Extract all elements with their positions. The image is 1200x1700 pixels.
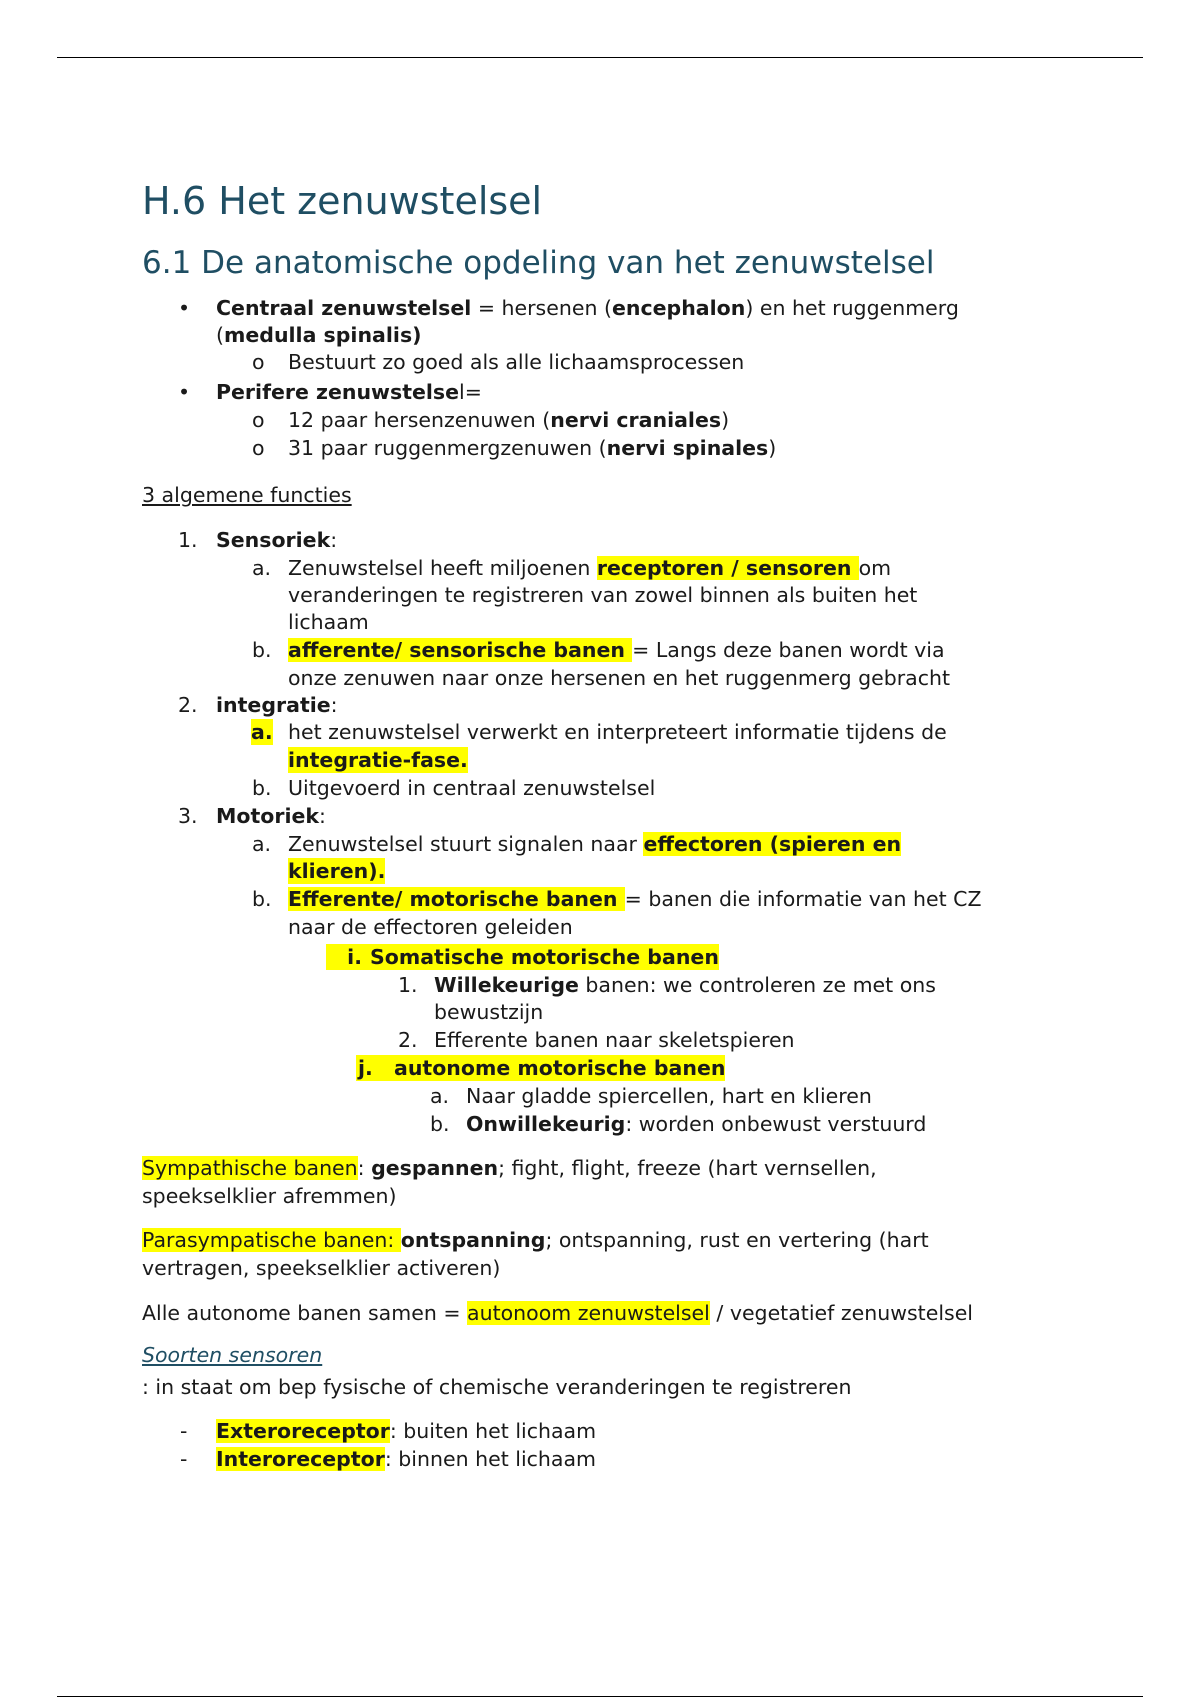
highlight: Interoreceptor <box>216 1447 385 1471</box>
bullet-pzs <box>216 379 482 405</box>
list-letter: b. <box>430 1112 450 1136</box>
parasympathische-paragraph <box>142 1227 929 1253</box>
text: : buiten het lichaam <box>389 1419 597 1443</box>
dash-marker: - <box>180 1419 188 1443</box>
somatische-2: Efferente banen naar skeletspieren <box>434 1028 795 1052</box>
list-letter: b. <box>252 887 272 911</box>
term-czs: Centraal zenuwstelsel <box>216 296 472 320</box>
text: Zenuwstelsel stuurt signalen naar <box>288 832 644 856</box>
text: ; ontspanning, rust en vertering (hart <box>545 1228 929 1252</box>
text: l= <box>459 380 482 404</box>
footer-rule <box>57 1696 1143 1697</box>
text: : <box>357 1156 372 1180</box>
text: = banen die informatie van het CZ <box>624 887 982 911</box>
text: = Langs deze banen wordt via <box>632 638 945 662</box>
list-number: 2. <box>178 693 198 717</box>
sensoriek-b <box>288 637 945 663</box>
term: Willekeurige <box>434 973 579 997</box>
integratie-b: Uitgevoerd in centraal zenuwstelsel <box>288 776 656 800</box>
bullet-czs <box>216 295 959 321</box>
page-title: H.6 Het zenuwstelsel <box>142 179 543 223</box>
highlight: receptoren / sensoren <box>596 556 859 580</box>
text: / vegetatief zenuwstelsel <box>709 1301 974 1325</box>
highlight: autonoom zenuwstelsel <box>467 1301 710 1325</box>
exteroreceptor-item <box>216 1418 596 1444</box>
text: ( <box>216 323 224 347</box>
highlight: Exteroreceptor <box>216 1419 390 1443</box>
term: nervi spinales <box>606 436 769 460</box>
highlight: autonome motorische banen <box>394 1056 726 1080</box>
sensoriek-a-line3: lichaam <box>288 610 369 634</box>
text: ) <box>768 436 777 460</box>
list-number: 1. <box>178 528 198 552</box>
term: Sensoriek <box>216 528 331 552</box>
sensoriek-b-line2: onze zenuwen naar onze hersenen en het ruggenmerg gebracht <box>288 666 951 690</box>
list-number: 1. <box>398 973 418 997</box>
text: Zenuwstelsel heeft miljoenen <box>288 556 597 580</box>
somatische-banen <box>326 944 719 970</box>
bullet-marker: • <box>178 296 191 320</box>
highlight: afferente/ sensorische banen <box>288 638 633 662</box>
motoriek-a-line2: klieren). <box>288 859 386 883</box>
parasympathische-line2: vertragen, speekselklier activeren) <box>142 1256 501 1280</box>
text: ; fight, flight, freeze (hart vernsellen, <box>498 1156 877 1180</box>
highlight: Efferente/ motorische banen <box>288 887 625 911</box>
motoriek-b-line2: naar de effectoren geleiden <box>288 915 573 939</box>
term: gespannen <box>371 1156 499 1180</box>
autonome-b <box>466 1111 926 1137</box>
text: : worden onbewust verstuurd <box>625 1112 927 1136</box>
functions-heading: 3 algemene functies <box>142 483 352 507</box>
highlight: effectoren (spieren en <box>643 832 902 856</box>
function-motoriek: Motoriek: <box>216 804 326 828</box>
list-roman: j. <box>358 1056 373 1080</box>
text: 12 paar hersenzenuwen ( <box>288 408 551 432</box>
pzs-subitem-1 <box>288 407 729 433</box>
text: : binnen het lichaam <box>384 1447 597 1471</box>
term-pzs: Perifere zenuwstelse <box>216 380 460 404</box>
list-number: 2. <box>398 1028 418 1052</box>
function-integratie: integratie: <box>216 693 338 717</box>
term-medulla: medulla spinalis) <box>224 323 422 347</box>
circle-marker: o <box>252 350 265 374</box>
text: om <box>858 556 892 580</box>
bullet-czs-cont <box>216 322 422 348</box>
integratie-a: het zenuwstelsel verwerkt en interpreteert informatie tijdens de <box>288 720 947 744</box>
highlight: Parasympatische banen: <box>142 1228 401 1252</box>
somatische-1-line2: bewustzijn <box>434 1000 544 1024</box>
autonoom-paragraph <box>142 1300 973 1326</box>
term: nervi craniales <box>550 408 722 432</box>
term: ontspanning <box>400 1228 546 1252</box>
circle-marker: o <box>252 408 265 432</box>
czs-subitem: Bestuurt zo goed als alle lichaamsprocessen <box>288 350 745 374</box>
text: ) en het ruggenmerg <box>745 296 959 320</box>
sensors-intro: : in staat om bep fysische of chemische veranderingen te registreren <box>142 1375 852 1399</box>
list-letter: b. <box>252 776 272 800</box>
motoriek-b <box>288 886 982 912</box>
pzs-subitem-2 <box>288 435 776 461</box>
section-heading: 6.1 De anatomische opdeling van het zenuwstelsel <box>142 245 935 281</box>
integratie-fase: integratie-fase. <box>288 748 468 772</box>
autonome-banen <box>356 1055 725 1081</box>
circle-marker: o <box>252 436 265 460</box>
text: 31 paar ruggenmergzenuwen ( <box>288 436 607 460</box>
term: Onwillekeurig <box>466 1112 626 1136</box>
list-number: 3. <box>178 804 198 828</box>
bullet-marker: • <box>178 380 191 404</box>
motoriek-a <box>288 831 901 857</box>
list-roman: i. <box>347 945 362 969</box>
sympathische-line2: speekselklier afremmen) <box>142 1184 397 1208</box>
list-letter: b. <box>252 638 272 662</box>
text: banen: we controleren ze met ons <box>578 973 936 997</box>
sensors-heading: Soorten sensoren <box>142 1343 323 1367</box>
text: ) <box>721 408 730 432</box>
interoreceptor-item <box>216 1446 596 1472</box>
text: Alle autonome banen samen = <box>142 1301 468 1325</box>
sensoriek-a <box>288 555 891 581</box>
text: = hersenen ( <box>471 296 612 320</box>
sympathische-paragraph <box>142 1155 877 1181</box>
autonome-a: Naar gladde spiercellen, hart en klieren <box>466 1084 872 1108</box>
list-letter: a. <box>252 556 272 580</box>
header-rule <box>57 57 1143 58</box>
sensoriek-a-line2: veranderingen te registreren van zowel binnen als buiten het <box>288 583 918 607</box>
term: Motoriek <box>216 804 320 828</box>
list-letter: a. <box>252 832 272 856</box>
highlight: Somatische motorische banen <box>370 945 719 969</box>
term-encephalon: encephalon <box>611 296 746 320</box>
term: integratie <box>216 693 331 717</box>
highlight: Sympathische banen <box>142 1156 358 1180</box>
function-sensoriek: Sensoriek: <box>216 528 338 552</box>
list-letter: a. <box>430 1084 450 1108</box>
dash-marker: - <box>180 1447 188 1471</box>
list-letter: a. <box>251 720 273 744</box>
somatische-1 <box>434 972 936 998</box>
